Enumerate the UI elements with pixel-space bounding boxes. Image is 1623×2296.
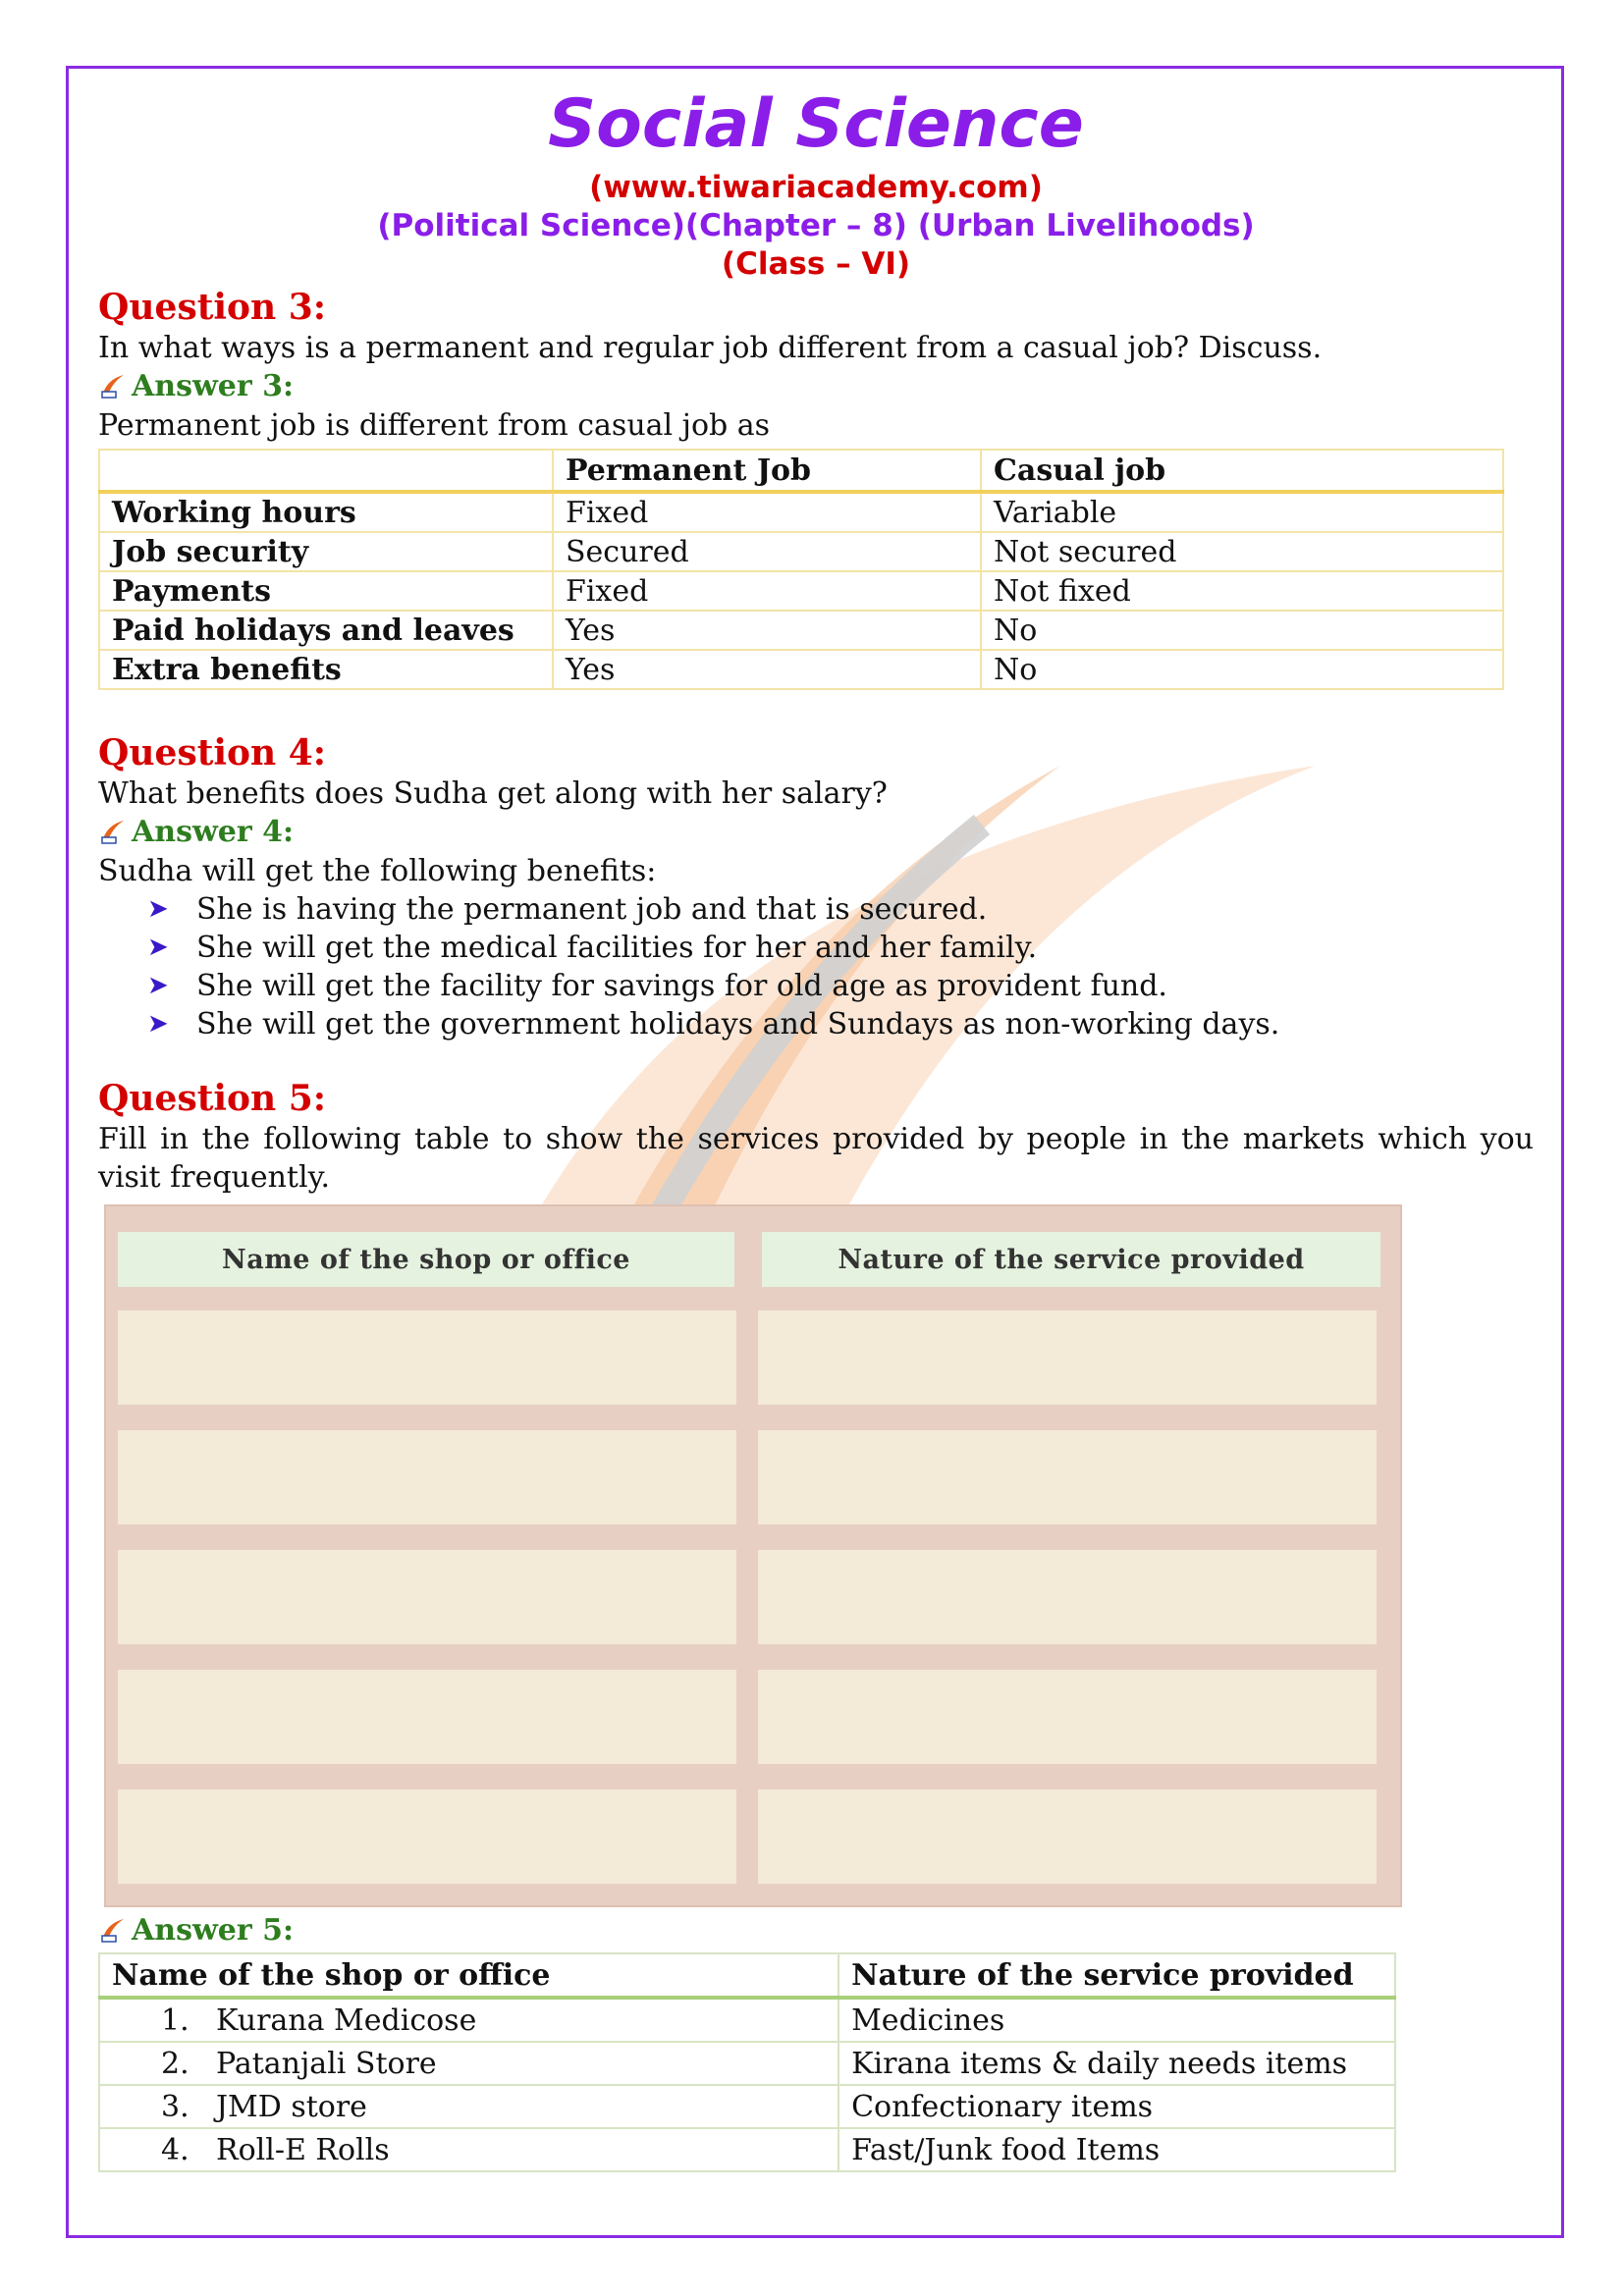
blank-cell — [118, 1310, 736, 1405]
answer-5-title — [98, 1911, 1534, 1950]
table-row — [99, 1998, 1395, 2042]
table-header: Permanent Job — [553, 450, 981, 492]
table-cell: No — [981, 611, 1503, 650]
blank-table-header: Nature of the service provided — [762, 1232, 1380, 1287]
answer-4-title — [98, 813, 1534, 852]
service-nature: Kirana items & daily needs items — [839, 2042, 1395, 2085]
row-number: 2. — [99, 2042, 212, 2085]
shop-name: Roll-E Rolls — [212, 2128, 839, 2171]
row-label: Working hours — [99, 492, 553, 532]
table-cell: No — [981, 650, 1503, 689]
table-cell: Variable — [981, 492, 1503, 532]
answer-4-label: Answer 4: — [132, 815, 295, 849]
shop-name: JMD store — [212, 2085, 839, 2128]
blank-cell — [118, 1550, 736, 1644]
row-label: Extra benefits — [99, 650, 553, 689]
table-header: Nature of the service provided — [839, 1953, 1395, 1998]
service-nature: Fast/Junk food Items — [839, 2128, 1395, 2171]
table-cell: Not fixed — [981, 571, 1503, 611]
chapter-line: (Political Science)(Chapter – 8) (Urban Livelihoods) — [377, 208, 1255, 243]
table-row — [99, 2042, 1395, 2085]
list-item-text: She will get the government holidays and Sundays as non-working days. — [196, 1007, 1280, 1041]
table-row — [99, 532, 1503, 571]
question-4-text: What benefits does Sudha get along with her salary? — [98, 776, 888, 811]
blank-table-header: Name of the shop or office — [118, 1232, 734, 1287]
pen-logo-icon — [98, 372, 128, 401]
question-5-text: Fill in the following table to show the services provided by people in the markets which you visit frequently. — [98, 1122, 1534, 1195]
table-header — [99, 450, 553, 492]
table-cell: Yes — [553, 650, 981, 689]
answer-5-label: Answer 5: — [132, 1913, 295, 1948]
table-header: Name of the shop or office — [99, 1953, 839, 1998]
arrow-bullet-icon: ➤ — [147, 894, 169, 924]
table-row — [99, 611, 1503, 650]
table-row — [99, 650, 1503, 689]
answer-3-title — [98, 367, 1534, 406]
blank-cell — [758, 1550, 1377, 1644]
question-3-text: In what ways is a permanent and regular job different from a casual job? Discuss. — [98, 331, 1323, 365]
table-cell: Yes — [553, 611, 981, 650]
list-item — [147, 890, 1534, 929]
row-number: 4. — [99, 2128, 212, 2171]
shop-name: Patanjali Store — [212, 2042, 839, 2085]
services-answer-table — [98, 1952, 1396, 2172]
question-5-title: Question 5: — [98, 1078, 327, 1119]
table-row — [99, 2128, 1395, 2171]
row-number: 3. — [99, 2085, 212, 2128]
blank-cell — [118, 1670, 736, 1764]
website-link[interactable]: (www.tiwariacademy.com) — [589, 170, 1043, 205]
table-header-row — [99, 450, 1503, 492]
answer-4-intro: Sudha will get the following benefits: — [98, 854, 657, 888]
list-item-text: She will get the medical facilities for her and her family. — [196, 931, 1038, 965]
question-3-title: Question 3: — [98, 287, 327, 328]
pen-logo-icon — [98, 818, 128, 847]
list-item — [147, 1005, 1534, 1043]
service-nature: Medicines — [839, 1998, 1395, 2042]
blank-cell — [758, 1670, 1377, 1764]
page-header — [98, 80, 1534, 284]
table-row — [99, 2085, 1395, 2128]
table-row — [99, 571, 1503, 611]
list-item-text: She is having the permanent job and that is secured. — [196, 892, 988, 927]
blank-cell — [758, 1789, 1377, 1884]
blank-cell — [118, 1789, 736, 1884]
arrow-bullet-icon: ➤ — [147, 933, 169, 962]
table-header: Casual job — [981, 450, 1503, 492]
list-item-text: She will get the facility for savings for old age as provident fund. — [196, 969, 1167, 1003]
table-header-row — [99, 1953, 1395, 1998]
page-title: Social Science — [548, 85, 1084, 163]
arrow-bullet-icon: ➤ — [147, 1009, 169, 1039]
answer-3-label: Answer 3: — [132, 369, 295, 403]
service-nature: Confectionary items — [839, 2085, 1395, 2128]
row-label: Job security — [99, 532, 553, 571]
row-label: Paid holidays and leaves — [99, 611, 553, 650]
row-number: 1. — [99, 1998, 212, 2042]
question-4-title: Question 4: — [98, 732, 327, 774]
pen-logo-icon — [98, 1916, 128, 1946]
benefits-list — [98, 890, 1534, 1043]
job-comparison-table — [98, 449, 1504, 690]
page-content — [98, 77, 1534, 2172]
shop-name: Kurana Medicose — [212, 1998, 839, 2042]
row-label: Payments — [99, 571, 553, 611]
list-item — [147, 967, 1534, 1005]
blank-cell — [758, 1430, 1377, 1524]
table-cell: Not secured — [981, 532, 1503, 571]
list-item — [147, 929, 1534, 967]
answer-3-intro: Permanent job is different from casual job as — [98, 408, 771, 443]
table-cell: Fixed — [553, 571, 981, 611]
table-cell: Fixed — [553, 492, 981, 532]
table-row — [99, 492, 1503, 532]
blank-cell — [118, 1430, 736, 1524]
table-cell: Secured — [553, 532, 981, 571]
class-line: (Class – VI) — [721, 246, 911, 282]
blank-services-table — [104, 1204, 1402, 1907]
arrow-bullet-icon: ➤ — [147, 971, 169, 1000]
blank-cell — [758, 1310, 1377, 1405]
